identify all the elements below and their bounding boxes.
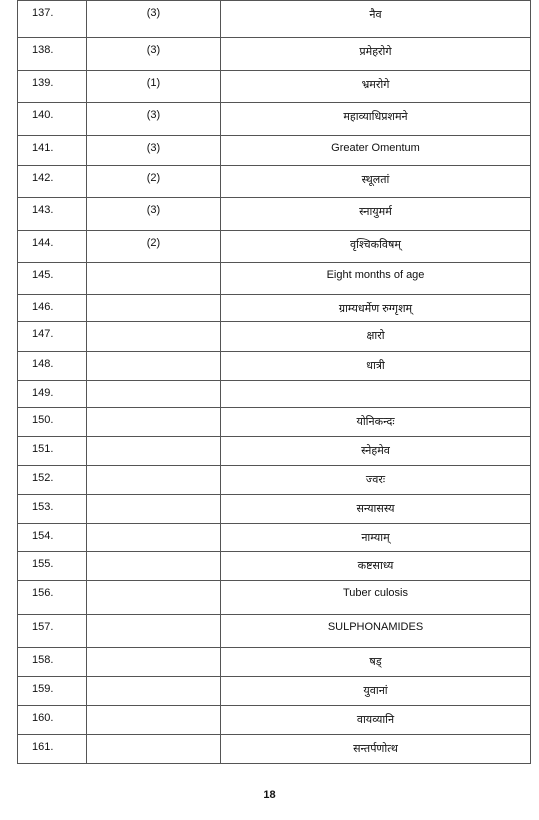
answer-cell — [221, 495, 531, 524]
table-row — [18, 198, 531, 231]
marks-cell-text: (2) — [146, 237, 161, 249]
table-row — [18, 103, 531, 136]
table-row — [18, 437, 531, 466]
question-number — [18, 408, 87, 437]
answer-cell-text: स्नेहमेव — [361, 445, 390, 457]
marks-cell — [87, 581, 221, 615]
question-number — [18, 231, 87, 263]
table-row — [18, 524, 531, 552]
marks-cell — [87, 136, 221, 166]
marks-cell — [87, 71, 221, 103]
marks-cell-text — [87, 263, 220, 269]
question-number-text: 140. — [32, 109, 54, 121]
answer-cell-text: क्षारो — [366, 330, 385, 342]
answer-cell — [221, 437, 531, 466]
answer-cell — [221, 581, 531, 615]
question-number — [18, 677, 87, 706]
marks-cell — [87, 495, 221, 524]
marks-cell-text — [87, 295, 220, 301]
question-number-text: 148. — [32, 358, 54, 370]
question-number-text: 147. — [32, 328, 54, 340]
answer-cell-text — [221, 381, 530, 387]
question-number-text: 156. — [32, 587, 54, 599]
answer-cell-text: धात्री — [366, 360, 385, 372]
answer-cell — [221, 166, 531, 198]
question-number-text: 143. — [32, 204, 54, 216]
answer-cell-text: Greater Omentum — [331, 142, 420, 154]
marks-cell — [87, 466, 221, 495]
answer-cell — [221, 381, 531, 408]
question-number-text: 146. — [32, 301, 54, 313]
answer-cell-text: कष्टसाध्य — [357, 560, 394, 572]
question-number-text: 160. — [32, 712, 54, 724]
marks-cell-text: (3) — [146, 204, 161, 216]
question-number — [18, 495, 87, 524]
question-number — [18, 381, 87, 408]
marks-cell-text: (3) — [146, 44, 161, 56]
table-row — [18, 166, 531, 198]
table-row — [18, 263, 531, 295]
answer-cell-text: ज्वरः — [365, 474, 386, 486]
table-row — [18, 231, 531, 263]
marks-cell-text — [87, 581, 220, 587]
answer-cell — [221, 263, 531, 295]
marks-cell — [87, 381, 221, 408]
marks-cell — [87, 295, 221, 322]
question-number — [18, 295, 87, 322]
marks-cell-text — [87, 615, 220, 621]
table-row — [18, 352, 531, 381]
question-number-text: 161. — [32, 741, 54, 753]
answer-cell — [221, 677, 531, 706]
table-row — [18, 322, 531, 352]
question-number-text: 139. — [32, 77, 54, 89]
answer-cell-text: ग्राम्यधर्मेण रुग्गृशम् — [338, 303, 413, 315]
question-number — [18, 166, 87, 198]
answer-cell — [221, 735, 531, 764]
marks-cell — [87, 166, 221, 198]
table-row — [18, 615, 531, 648]
answer-cell-text: वायव्यानि — [356, 714, 395, 726]
question-number — [18, 437, 87, 466]
answer-cell — [221, 103, 531, 136]
table-row — [18, 677, 531, 706]
question-number-text: 145. — [32, 269, 54, 281]
marks-cell — [87, 552, 221, 581]
question-number — [18, 103, 87, 136]
answer-cell — [221, 198, 531, 231]
answer-cell-text: नैव — [369, 9, 382, 21]
marks-cell — [87, 103, 221, 136]
answer-cell — [221, 352, 531, 381]
marks-cell-text — [87, 495, 220, 501]
table-row — [18, 295, 531, 322]
question-number-text: 155. — [32, 558, 54, 570]
answer-cell — [221, 295, 531, 322]
marks-cell — [87, 231, 221, 263]
question-number-text: 150. — [32, 414, 54, 426]
answer-cell-text: भ्रमरोगे — [361, 79, 390, 91]
table-row — [18, 136, 531, 166]
marks-cell-text — [87, 552, 220, 558]
marks-cell-text — [87, 677, 220, 683]
table-row — [18, 648, 531, 677]
question-number-text: 144. — [32, 237, 54, 249]
marks-cell — [87, 352, 221, 381]
marks-cell — [87, 437, 221, 466]
answer-cell-text: वृश्चिकविषम् — [350, 239, 401, 251]
marks-cell-text — [87, 648, 220, 654]
answer-cell — [221, 706, 531, 735]
question-number — [18, 198, 87, 231]
answer-cell-text: सन्यासस्य — [356, 503, 395, 515]
answer-cell — [221, 648, 531, 677]
question-number-text: 142. — [32, 172, 54, 184]
question-number-text: 138. — [32, 44, 54, 56]
answer-cell — [221, 615, 531, 648]
answer-cell-text: योनिकन्दः — [356, 416, 395, 428]
question-number-text: 152. — [32, 472, 54, 484]
answer-cell — [221, 136, 531, 166]
marks-cell-text — [87, 408, 220, 414]
table-row — [18, 408, 531, 437]
question-number-text: 157. — [32, 621, 54, 633]
table-row — [18, 581, 531, 615]
answer-cell-text: प्रमेहरोगे — [359, 46, 392, 58]
table-row — [18, 495, 531, 524]
question-number-text: 141. — [32, 142, 54, 154]
marks-cell — [87, 648, 221, 677]
table-row — [18, 71, 531, 103]
question-number — [18, 581, 87, 615]
question-number — [18, 466, 87, 495]
answer-cell-text: षड् — [369, 656, 382, 668]
question-number — [18, 1, 87, 38]
marks-cell — [87, 706, 221, 735]
marks-cell-text: (3) — [146, 142, 161, 154]
question-number — [18, 648, 87, 677]
marks-cell-text — [87, 381, 220, 387]
answer-cell — [221, 466, 531, 495]
answer-cell — [221, 1, 531, 38]
question-number — [18, 706, 87, 735]
answer-cell-text: नाम्याम् — [361, 532, 390, 544]
marks-cell — [87, 198, 221, 231]
question-number-text: 151. — [32, 443, 54, 455]
question-number — [18, 524, 87, 552]
answer-cell-text: महाव्याधिप्रशमने — [343, 111, 408, 123]
question-number — [18, 735, 87, 764]
table-row — [18, 735, 531, 764]
table-row — [18, 38, 531, 71]
question-number-text: 137. — [32, 7, 54, 19]
table-row — [18, 1, 531, 38]
page-number: 18 — [263, 789, 276, 801]
marks-cell-text — [87, 437, 220, 443]
question-number — [18, 615, 87, 648]
marks-cell-text — [87, 706, 220, 712]
answer-cell-text: सन्तर्पणोत्थ — [353, 743, 398, 755]
question-number — [18, 352, 87, 381]
marks-cell-text: (3) — [146, 109, 161, 121]
answer-cell-text: Tuber culosis — [342, 587, 408, 599]
marks-cell — [87, 408, 221, 437]
marks-cell-text: (2) — [146, 172, 161, 184]
marks-cell-text — [87, 466, 220, 472]
marks-cell — [87, 322, 221, 352]
question-number — [18, 71, 87, 103]
answer-cell — [221, 408, 531, 437]
question-number — [18, 263, 87, 295]
answer-cell — [221, 322, 531, 352]
marks-cell — [87, 38, 221, 71]
question-number-text: 153. — [32, 501, 54, 513]
question-number — [18, 136, 87, 166]
answer-cell — [221, 524, 531, 552]
marks-cell — [87, 615, 221, 648]
marks-cell-text — [87, 322, 220, 328]
marks-cell — [87, 263, 221, 295]
question-number-text: 159. — [32, 683, 54, 695]
marks-cell-text — [87, 735, 220, 741]
answer-cell — [221, 71, 531, 103]
answer-cell-text: स्थूलतां — [361, 174, 390, 186]
marks-cell-text: (1) — [146, 77, 161, 89]
marks-cell — [87, 524, 221, 552]
answer-cell — [221, 552, 531, 581]
marks-cell-text: (3) — [146, 7, 161, 19]
question-number-text: 149. — [32, 387, 54, 399]
answer-cell-text: Eight months of age — [326, 269, 425, 281]
marks-cell — [87, 1, 221, 38]
answer-key-table — [17, 0, 531, 764]
question-number — [18, 322, 87, 352]
answer-cell-text: SULPHONAMIDES — [327, 621, 424, 633]
question-number-text: 158. — [32, 654, 54, 666]
marks-cell-text — [87, 352, 220, 358]
table-row — [18, 466, 531, 495]
marks-cell — [87, 735, 221, 764]
answer-cell-text: स्नायुमर्म — [359, 206, 392, 218]
marks-cell — [87, 677, 221, 706]
question-number — [18, 38, 87, 71]
answer-cell — [221, 38, 531, 71]
table-row — [18, 552, 531, 581]
table-row — [18, 706, 531, 735]
marks-cell-text — [87, 524, 220, 530]
answer-cell — [221, 231, 531, 263]
answer-cell-text: युवानां — [363, 685, 388, 697]
question-number-text: 154. — [32, 530, 54, 542]
table-row — [18, 381, 531, 408]
question-number — [18, 552, 87, 581]
